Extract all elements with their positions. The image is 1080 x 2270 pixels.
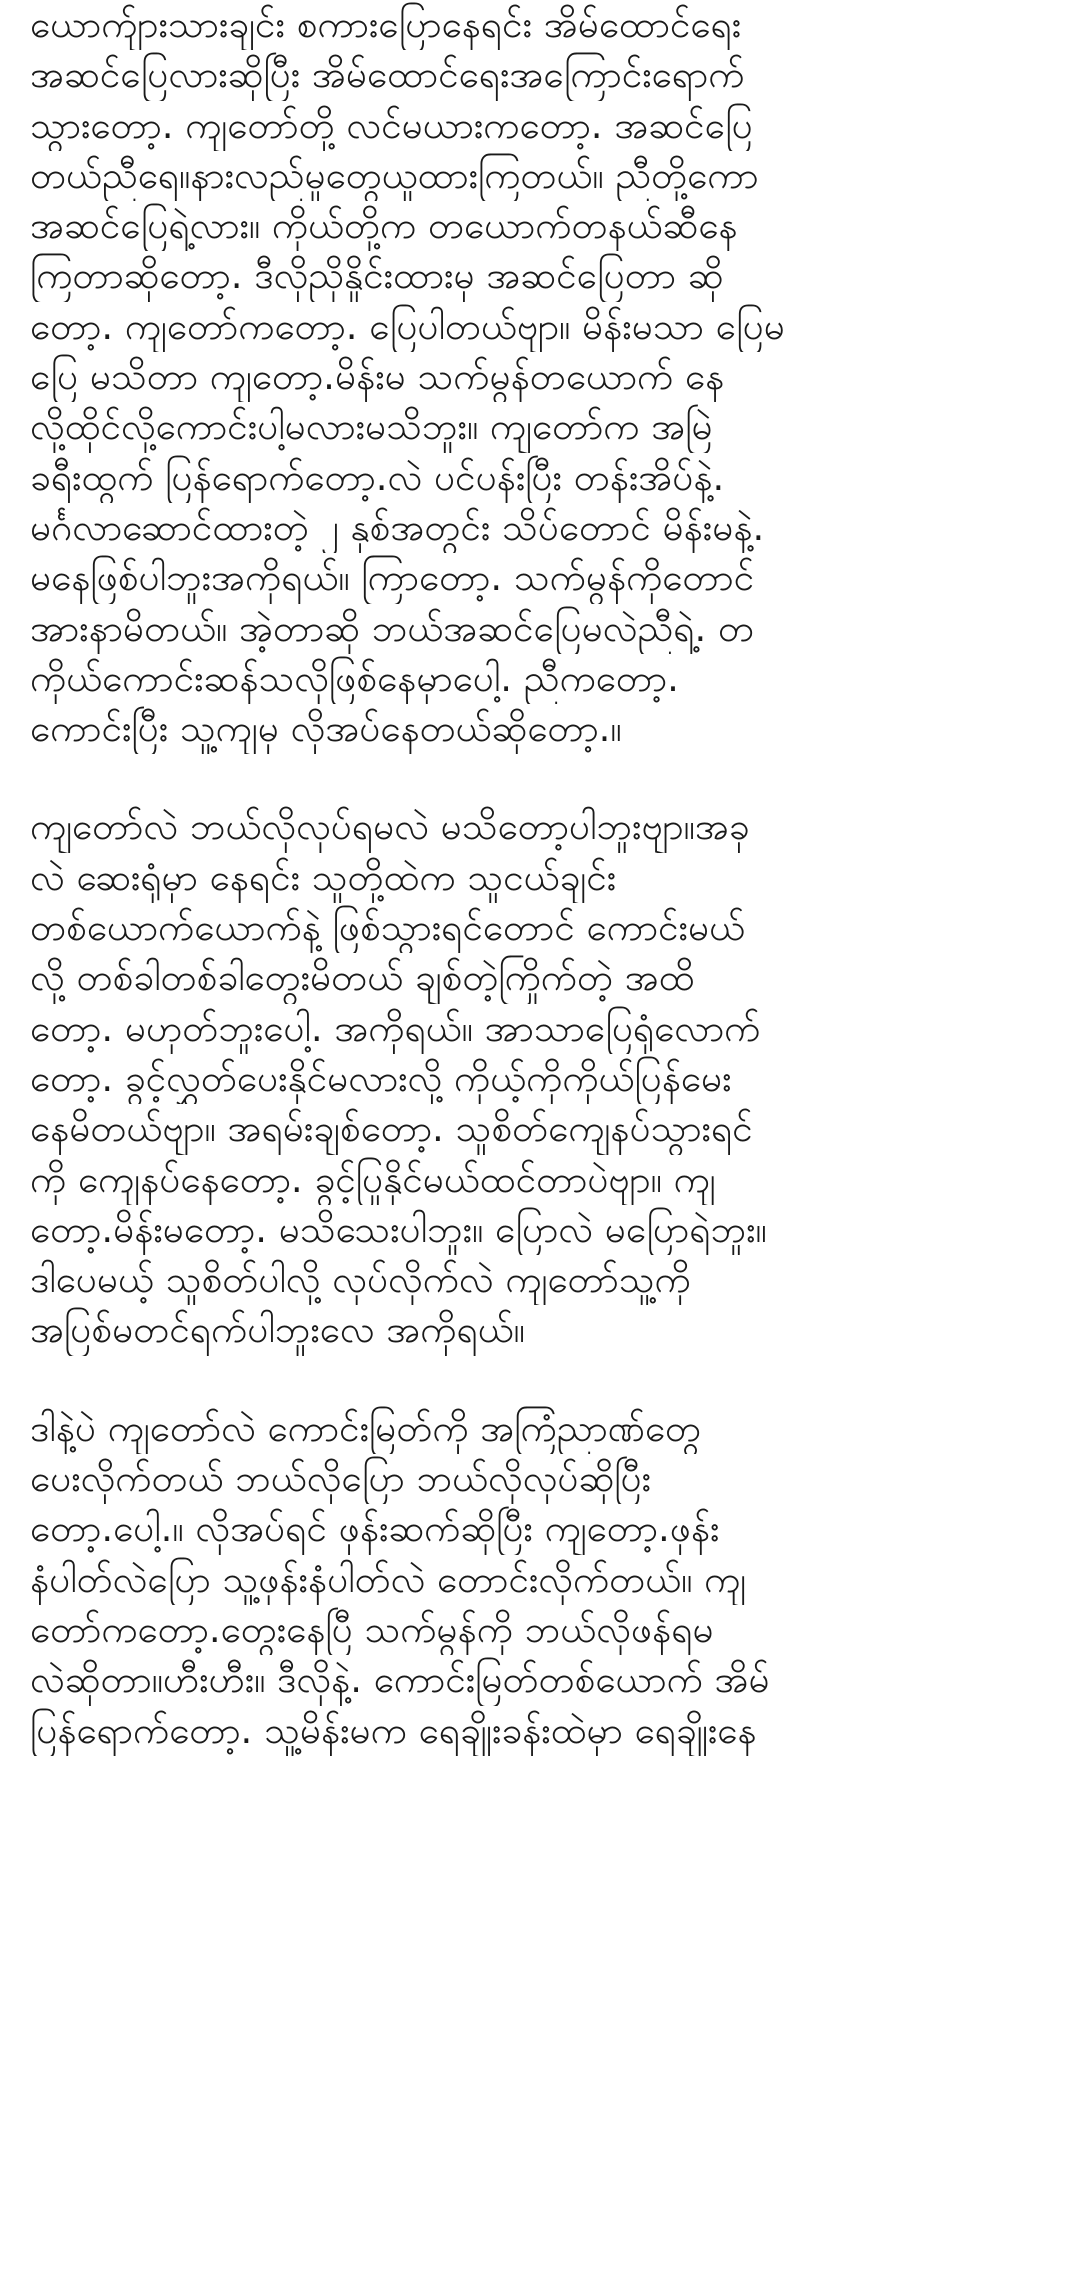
text-line: တော့.ပေါ့.။ လိုအပ်ရင် ဖုန်းဆက်ဆိုပြီး ကျတော့.ဖုန်း xyxy=(30,1507,720,1551)
text-line: တော့. ခွင့်လွှတ်ပေးနိုင်မလားလို့ ကိုယ့်ကိုကိုယ်ပြန်မေး xyxy=(30,1056,732,1100)
article-paragraph xyxy=(30,0,1060,754)
text-line: အဆင်ပြေရဲ့လား။ ကိုယ်တို့က တယောက်တနယ်ဆီနေ xyxy=(30,204,738,248)
text-line: ကျတော်လဲ ဘယ်လိုလုပ်ရမလဲ မသိတော့ပါဘူးဗျာ။အခု xyxy=(30,805,750,849)
text-line: အားနာမိတယ်။ အဲ့တာဆို ဘယ်အဆင်ပြေမလဲညီရဲ့. တ xyxy=(30,606,755,650)
text-line: ခရီးထွက် ပြန်ရောက်တော့.လဲ ပင်ပန်းပြီး တန်းအိပ်နဲ့. xyxy=(30,455,725,499)
text-line: နေမိတယ်ဗျာ။ အရမ်းချစ်တော့. သူစိတ်ကျေနပ်သွားရင် xyxy=(30,1107,753,1151)
text-line: တယ်ညီရေ။နားလည်မှုတွေယူထားကြတယ်။ ညီတို့ကော xyxy=(30,153,759,197)
text-line: လို့ တစ်ခါတစ်ခါတွေးမိတယ် ချစ်တဲ့ကြိုက်တဲ့ အထိ xyxy=(30,956,695,1000)
article-paragraph xyxy=(30,802,1060,1355)
text-line: သွားတော့. ကျတော်တို့ လင်မယားကတော့. အဆင်ပြေ xyxy=(30,103,753,147)
text-line: ပြေ မသိတာ ကျတော့.မိန်းမ သက်မွန်တယောက် နေ xyxy=(30,355,725,399)
article-body xyxy=(30,0,1060,1756)
article-paragraph xyxy=(30,1404,1060,1756)
text-line: ဒါနဲ့ပဲ ကျတော်လဲ ကောင်းမြတ်ကို အကြံညာဏ်တွေ xyxy=(30,1406,702,1450)
text-line: ပြန်ရောက်တော့. သူ့မိန်းမက ရေချိုးခန်းထဲမှာ ရေချိုးနေ xyxy=(30,1708,757,1752)
text-line: တစ်ယောက်ယောက်နဲ့ ဖြစ်သွားရင်တောင် ကောင်းမယ် xyxy=(30,906,745,950)
text-line: တော့. မဟုတ်ဘူးပေါ့. အကိုရယ်။ အာသာပြေရုံလောက် xyxy=(30,1006,761,1050)
text-line: ပေးလိုက်တယ် ဘယ်လိုပြော ဘယ်လိုလုပ်ဆိုပြီး xyxy=(30,1457,652,1501)
text-line: တော့.မိန်းမတော့. မသိသေးပါဘူး။ ပြောလဲ မပြောရဲဘူး။ xyxy=(30,1207,767,1251)
text-line: ကောင်းပြီး သူ့ကျမှ လိုအပ်နေတယ်ဆိုတော့.။ xyxy=(30,707,622,751)
text-line: ကြတာဆိုတော့. ဒီလိုညှိနှိုင်းထားမှ အဆင်ပြေတာ ဆို xyxy=(30,254,724,298)
text-line: လို့ထိုင်လို့ကောင်းပါ့မလားမသိဘူး။ ကျတော်က အမြဲ xyxy=(30,405,713,449)
text-line: တော့. ကျတော်ကတော့. ပြေပါတယ်ဗျာ။ မိန်းမသာ ပြေမ xyxy=(30,304,785,348)
text-line: တော်ကတော့.တွေးနေပြီ သက်မွန်ကို ဘယ်လိုဖန်ရမ xyxy=(30,1607,714,1651)
text-line: အဆင်ပြေလားဆိုပြီး အိမ်ထောင်ရေးအကြောင်းရောက် xyxy=(30,53,745,97)
text-line: ဒါပေမယ့် သူစိတ်ပါလို့ လုပ်လိုက်လဲ ကျတော်သူ့ကို xyxy=(30,1258,691,1302)
text-line: ယောက်ျားသားချင်း စကားပြောနေရင်း အိမ်ထောင်ရေး xyxy=(30,3,742,46)
text-line: ကိုယ်ကောင်းဆန်သလိုဖြစ်နေမှာပေါ့. ညီကတော့. xyxy=(30,656,679,700)
text-line: လဲဆိုတာ။ဟီးဟီး။ ဒီလိုနဲ့. ကောင်းမြတ်တစ်ယောက် အိမ် xyxy=(30,1658,770,1702)
text-line: မနေဖြစ်ပါဘူးအကိုရယ်။ ကြာတော့. သက်မွန်ကိုတောင် xyxy=(30,556,755,600)
text-line: နံပါတ်လဲပြော သူ့ဖုန်းနံပါတ်လဲ တောင်းလိုက်တယ်။ ကျ xyxy=(30,1557,747,1601)
text-line: အပြစ်မတင်ရက်ပါဘူးလေ အကိုရယ်။ xyxy=(30,1308,525,1352)
text-line: ကို ကျေနပ်နေတော့. ခွင့်ပြုနိုင်မယ်ထင်တာပဲဗျာ။ ကျ xyxy=(30,1157,716,1201)
text-line: မင်္ဂလာဆောင်ထားတဲ့ ၂ နှစ်အတွင်း သိပ်တောင် မိန်းမနဲ့. xyxy=(30,505,765,549)
text-line: လဲ ဆေးရုံမှာ နေရင်း သူတို့ထဲက သူငယ်ချင်း xyxy=(30,855,617,899)
